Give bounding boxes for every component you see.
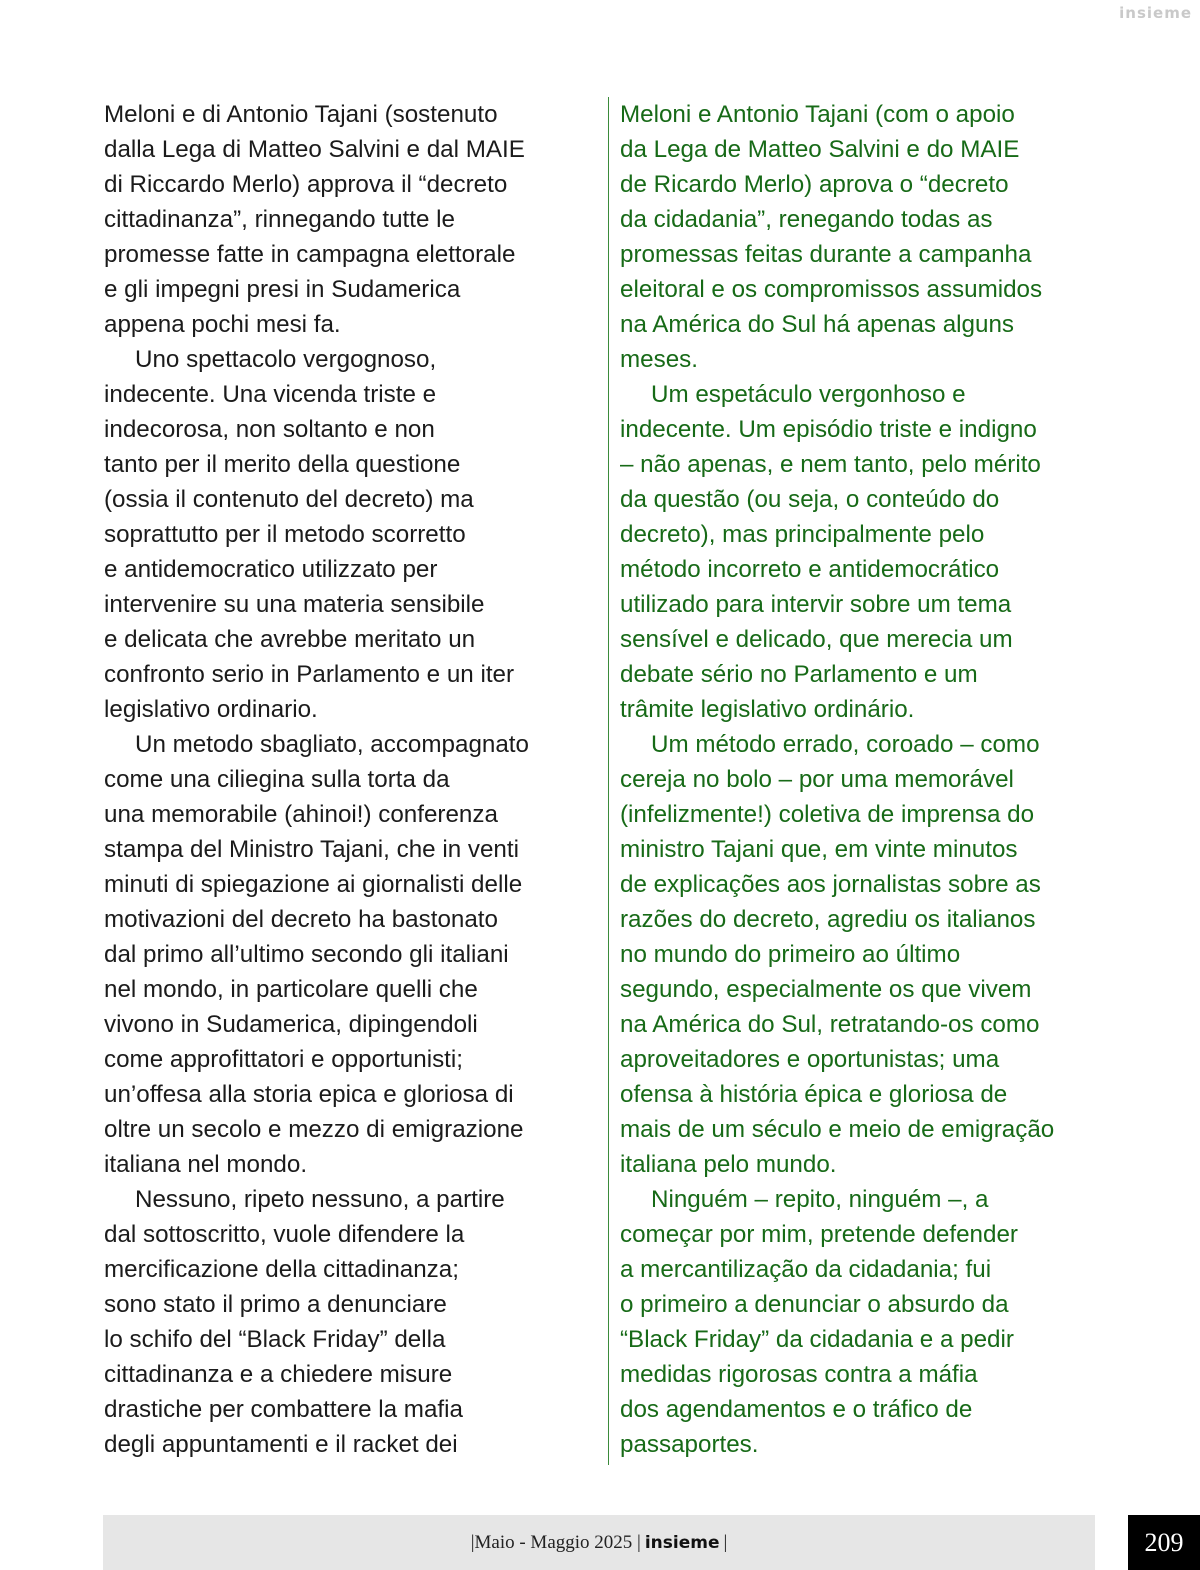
text-line: drastiche per combattere la mafia (104, 1396, 463, 1423)
column-divider (608, 97, 609, 1465)
text-line: o primeiro a denunciar o absurdo da (620, 1291, 1009, 1318)
text-line: e gli impegni presi in Sudamerica (104, 276, 461, 303)
text-line: dal primo all’ultimo secondo gli italiani (104, 941, 509, 968)
text-line: ofensa à história épica e gloriosa de (620, 1081, 1008, 1108)
text-line: indecorosa, non soltanto e non (104, 416, 435, 443)
text-line: stampa del Ministro Tajani, che in venti (104, 836, 519, 863)
text-line: promessas feitas durante a campanha (620, 241, 1032, 268)
paragraph-first-line: Um espetáculo vergonhoso e (651, 381, 966, 408)
text-line: (ossia il contenuto del decreto) ma (104, 486, 474, 513)
text-line: come una ciliegina sulla torta da (104, 766, 450, 793)
text-line: – não apenas, e nem tanto, pelo mérito (620, 451, 1041, 478)
text-line: degli appuntamenti e il racket dei (104, 1431, 458, 1458)
text-line: mais de um século e meio de emigração (620, 1116, 1055, 1143)
text-line: Meloni e di Antonio Tajani (sostenuto (104, 101, 498, 128)
text-line: minuti di spiegazione ai giornalisti delle (104, 871, 523, 898)
text-line: tanto per il merito della questione (104, 451, 461, 478)
text-line: da Lega de Matteo Salvini e do MAIE (620, 136, 1020, 163)
text-line: na América do Sul, retratando-os como (620, 1011, 1040, 1038)
text-line: sono stato il primo a denunciare (104, 1291, 447, 1318)
text-line: eleitoral e os compromissos assumidos (620, 276, 1043, 303)
footer-bar (103, 1515, 1095, 1570)
text-line: passaportes. (620, 1431, 759, 1458)
text-line: appena pochi mesi fa. (104, 311, 341, 338)
text-line: trâmite legislativo ordinário. (620, 696, 915, 723)
text-line: motivazioni del decreto ha bastonato (104, 906, 498, 933)
text-line: mercificazione della cittadinanza; (104, 1256, 459, 1283)
paragraph-first-line: Um método errado, coroado – como (651, 731, 1040, 758)
text-line: e delicata che avrebbe meritato un (104, 626, 476, 653)
text-line: cereja no bolo – por uma memorável (620, 766, 1014, 793)
paragraph-first-line: Ninguém – repito, ninguém –, a (651, 1186, 989, 1213)
text-line: confronto serio in Parlamento e un iter (104, 661, 515, 688)
text-line: (infelizmente!) coletiva de imprensa do (620, 801, 1035, 828)
text-line: da questão (ou seja, o conteúdo do (620, 486, 1000, 513)
text-line: cittadinanza e a chiedere misure (104, 1361, 453, 1388)
text-line: de Ricardo Merlo) aprova o “decreto (620, 171, 1009, 198)
text-line: nel mondo, in particolare quelli che (104, 976, 478, 1003)
text-line: dos agendamentos e o tráfico de (620, 1396, 973, 1423)
text-line: utilizado para intervir sobre um tema (620, 591, 1012, 618)
text-line: “Black Friday” da cidadania e a pedir (620, 1326, 1014, 1353)
text-line: aproveitadores e oportunistas; uma (620, 1046, 1000, 1073)
text-line: oltre un secolo e mezzo di emigrazione (104, 1116, 524, 1143)
paragraph-first-line: Nessuno, ripeto nessuno, a partire (135, 1186, 505, 1213)
text-line: lo schifo del “Black Friday” della (104, 1326, 446, 1353)
footer-brand-logo: insieme (644, 1532, 720, 1553)
text-line: na América do Sul há apenas alguns (620, 311, 1014, 338)
text-line: no mundo do primeiro ao último (620, 941, 961, 968)
text-line: segundo, especialmente os que vivem (620, 976, 1032, 1003)
text-line: dalla Lega di Matteo Salvini e dal MAIE (104, 136, 525, 163)
text-line: sensível e delicado, que merecia um (620, 626, 1013, 653)
page-number: 209 (1128, 1515, 1200, 1570)
text-line: cittadinanza”, rinnegando tutte le (104, 206, 455, 233)
text-line: di Riccardo Merlo) approva il “decreto (104, 171, 508, 198)
footer-issue-date: |Maio - Maggio 2025 | (470, 1531, 641, 1553)
text-line: italiana pelo mundo. (620, 1151, 837, 1178)
text-line: vivono in Sudamerica, dipingendoli (104, 1011, 478, 1038)
text-line: a mercantilização da cidadania; fui (620, 1256, 992, 1283)
portuguese-text-column (620, 97, 1096, 1462)
header-brand-logo: insieme (1119, 4, 1192, 22)
text-line: legislativo ordinario. (104, 696, 318, 723)
text-line: de explicações aos jornalistas sobre as (620, 871, 1041, 898)
italian-text-column (104, 97, 590, 1462)
text-line: italiana nel mondo. (104, 1151, 308, 1178)
paragraph-first-line: Uno spettacolo vergognoso, (135, 346, 437, 373)
text-line: começar por mim, pretende defender (620, 1221, 1018, 1248)
footer-separator: | (723, 1531, 728, 1553)
text-line: da cidadania”, renegando todas as (620, 206, 993, 233)
text-line: intervenire su una materia sensibile (104, 591, 485, 618)
text-line: dal sottoscritto, vuole difendere la (104, 1221, 465, 1248)
text-line: meses. (620, 346, 698, 373)
text-line: ministro Tajani que, em vinte minutos (620, 836, 1018, 863)
text-line: decreto), mas principalmente pelo (620, 521, 985, 548)
text-line: una memorabile (ahinoi!) conferenza (104, 801, 498, 828)
paragraph-first-line: Un metodo sbagliato, accompagnato (135, 731, 529, 758)
text-line: promesse fatte in campagna elettorale (104, 241, 516, 268)
text-line: un’offesa alla storia epica e gloriosa di (104, 1081, 514, 1108)
text-line: soprattutto per il metodo scorretto (104, 521, 466, 548)
text-line: indecente. Um episódio triste e indigno (620, 416, 1037, 443)
text-line: e antidemocratico utilizzato per (104, 556, 438, 583)
text-line: indecente. Una vicenda triste e (104, 381, 437, 408)
text-line: medidas rigorosas contra a máfia (620, 1361, 978, 1388)
text-line: Meloni e Antonio Tajani (com o apoio (620, 101, 1015, 128)
text-line: come approfittatori e opportunisti; (104, 1046, 463, 1073)
text-line: debate sério no Parlamento e um (620, 661, 978, 688)
text-line: método incorreto e antidemocrático (620, 556, 1000, 583)
text-line: razões do decreto, agrediu os italianos (620, 906, 1036, 933)
